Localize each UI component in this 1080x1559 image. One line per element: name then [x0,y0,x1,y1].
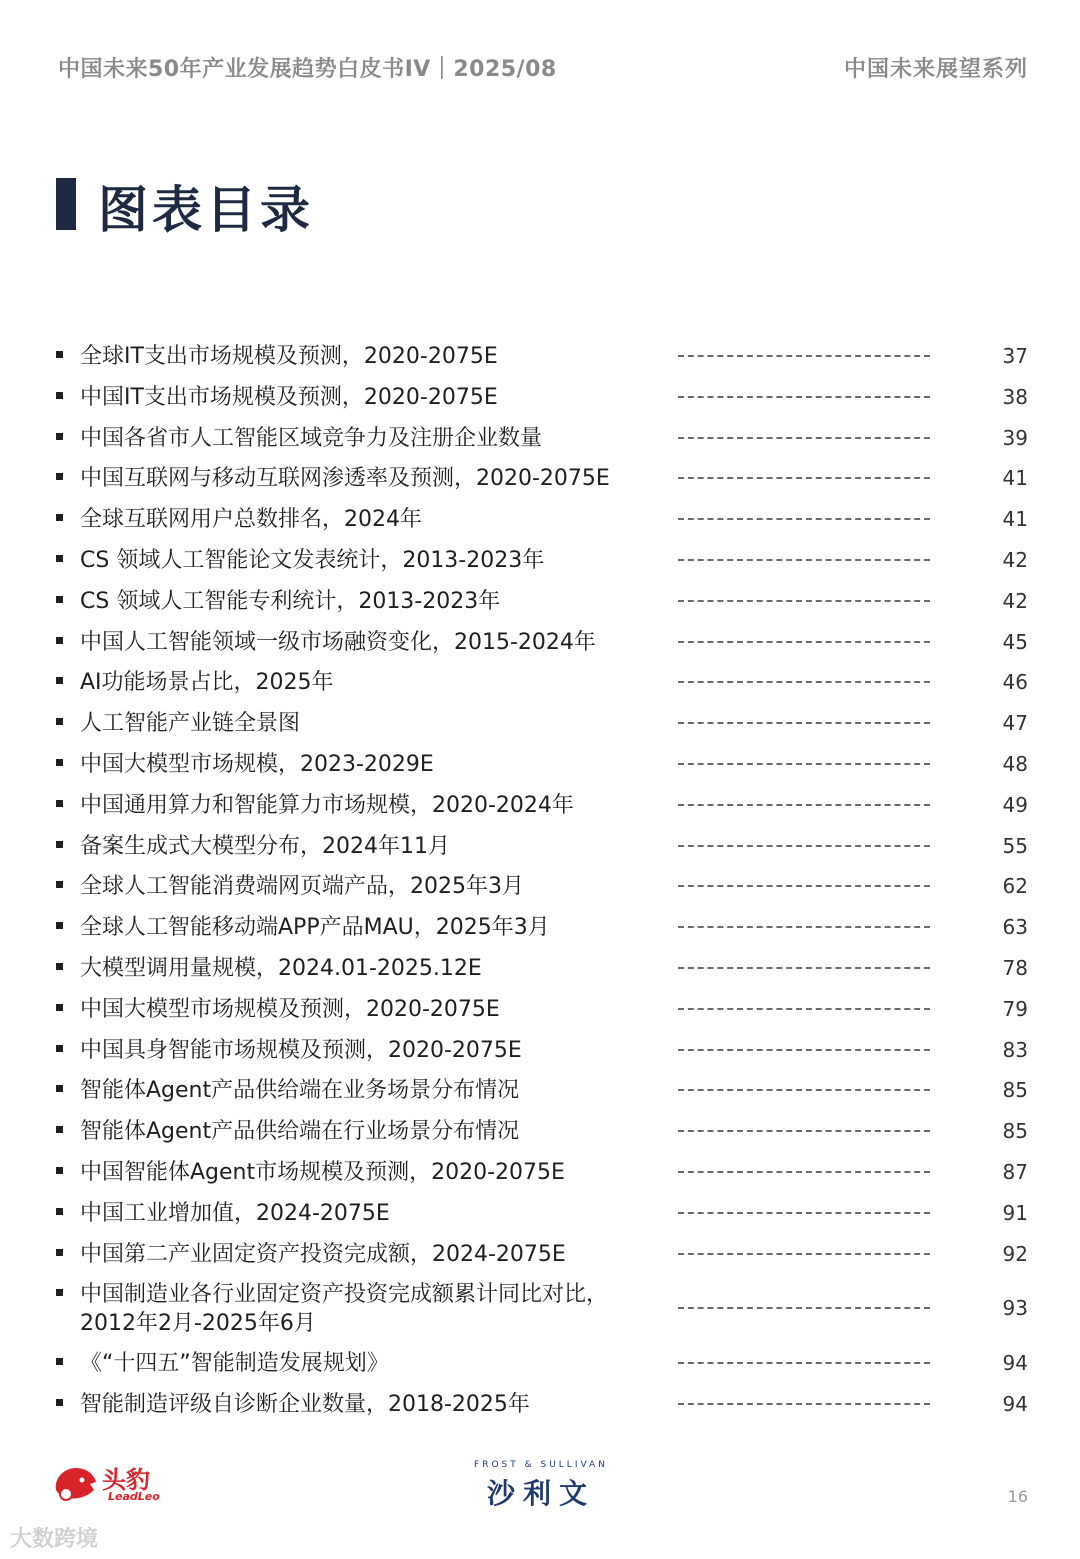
bullet-icon [56,433,63,440]
toc-item[interactable] [0,624,1080,665]
toc-item[interactable] [0,542,1080,583]
dot-leader [678,722,930,724]
leopard-icon [52,1460,100,1506]
page-title: 图表目录 [98,181,314,239]
toc-item-page: 92 [1002,1241,1028,1266]
toc-item-page: 93 [1002,1296,1028,1321]
toc-item-label: AI功能场景占比，2025年 [80,670,334,696]
bullet-icon [56,1249,63,1256]
toc-item-label: 中国第二产业固定资产投资完成额，2024-2075E [80,1241,566,1267]
toc-item[interactable] [0,991,1080,1032]
toc-item-page: 63 [1002,915,1028,940]
toc-item-page: 41 [1002,507,1028,532]
bullet-icon [56,841,63,848]
dot-leader [678,396,930,398]
fs-cn-text: 沙利文 [486,1477,595,1510]
toc-item-page: 94 [1002,1351,1028,1376]
toc-item-page: 45 [1002,629,1028,654]
bullet-icon [56,1289,63,1296]
toc-item[interactable] [0,1032,1080,1073]
toc-item-label: CS 领域人工智能专利统计，2013-2023年 [80,588,501,614]
toc-item[interactable] [0,1154,1080,1195]
toc-item-page: 49 [1002,792,1028,817]
dot-leader [678,804,930,806]
toc-item[interactable] [0,868,1080,909]
dot-leader [678,1049,930,1051]
toc-item-page: 42 [1002,547,1028,572]
toc-item[interactable] [0,828,1080,869]
toc-item-label: 智能体Agent产品供给端在行业场景分布情况 [80,1119,520,1145]
page-number: 16 [1007,1487,1028,1506]
bullet-icon [56,514,63,521]
toc-item-label: 全球人工智能移动端APP产品MAU，2025年3月 [80,915,550,941]
toc-item-page: 39 [1002,425,1028,450]
toc-item[interactable] [0,746,1080,787]
toc-item-label: 中国工业增加值，2024-2075E [80,1200,390,1226]
toc-item-label: 中国IT支出市场规模及预测，2020-2075E [80,384,498,410]
toc-item-page: 94 [1002,1392,1028,1417]
leadleo-cn-text: 头豹 [102,1466,150,1494]
bullet-icon [56,596,63,603]
dot-leader [678,681,930,683]
toc-item-label: 中国制造业各行业固定资产投资完成额累计同比对比，2012年2月-2025年6月 [80,1282,609,1337]
toc-item-label: 人工智能产业链全景图 [80,711,301,737]
dot-leader [678,926,930,928]
toc-item-label: CS 领域人工智能论文发表统计，2013-2023年 [80,547,545,573]
toc-item[interactable] [0,1345,1080,1386]
bullet-icon [56,351,63,358]
dot-leader [678,641,930,643]
dot-leader [678,1253,930,1255]
bullet-icon [56,473,63,480]
toc-item-label: 全球人工智能消费端网页端产品，2025年3月 [80,874,524,900]
fs-en-text: FROST & SULLIVAN [474,1460,608,1470]
bullet-icon [56,881,63,888]
toc-item[interactable] [0,950,1080,991]
toc-item[interactable] [0,1113,1080,1154]
bullet-icon [56,963,63,970]
toc-item-label: 全球IT支出市场规模及预测，2020-2075E [80,344,498,369]
dot-leader [678,885,930,887]
bullet-icon [56,1045,63,1052]
toc-item[interactable] [0,1072,1080,1113]
toc-item[interactable] [0,1276,1080,1345]
dot-leader [678,1212,930,1214]
toc-item-page: 37 [1002,344,1028,368]
toc-item-page: 42 [1002,588,1028,613]
toc-item-label: 智能体Agent产品供给端在业务场景分布情况 [80,1078,520,1104]
toc-item-page: 78 [1002,955,1028,980]
toc-item-page: 62 [1002,874,1028,899]
toc-item-page: 79 [1002,996,1028,1021]
dot-leader [678,600,930,602]
frost-sullivan-logo [466,1460,616,1510]
toc-item-page: 91 [1002,1200,1028,1225]
bullet-icon [56,1004,63,1011]
toc-item[interactable] [0,338,1080,379]
dot-leader [678,1130,930,1132]
bullet-icon [56,555,63,562]
toc-item-label: 大模型调用量规模，2024.01-2025.12E [80,955,482,981]
toc-item[interactable] [0,1236,1080,1277]
dot-leader [678,1362,930,1364]
dot-leader [678,845,930,847]
toc-item-page: 48 [1002,751,1028,776]
toc-item-label: 《“十四五”智能制造发展规划》 [80,1351,389,1377]
toc-item-page: 47 [1002,711,1028,736]
bullet-icon [56,800,63,807]
toc-item-page: 41 [1002,466,1028,491]
header-report-title: 中国未来50年产业发展趋势白皮书IV｜2025/08 [58,57,557,82]
bullet-icon [56,1085,63,1092]
toc-item-label: 中国大模型市场规模及预测，2020-2075E [80,996,500,1022]
toc-item-page: 38 [1002,384,1028,409]
dot-leader [678,437,930,439]
dot-leader [678,477,930,479]
bullet-icon [56,1399,63,1406]
dot-leader [678,1089,930,1091]
toc-item-page: 46 [1002,670,1028,695]
bullet-icon [56,759,63,766]
watermark: 大数跨境 [10,1527,99,1552]
toc-item-label: 智能制造评级自诊断企业数量，2018-2025年 [80,1392,530,1418]
toc-item[interactable] [0,787,1080,828]
toc-item-label: 中国大模型市场规模，2023-2029E [80,751,434,777]
bullet-icon [56,1208,63,1215]
leadleo-en-text: LeadLeo [108,1490,160,1503]
toc-item[interactable] [0,705,1080,746]
toc-item-page: 85 [1002,1119,1028,1144]
toc-item-label: 中国各省市人工智能区域竞争力及注册企业数量 [80,425,543,451]
bullet-icon [56,1167,63,1174]
toc-item[interactable] [0,420,1080,461]
toc-item[interactable] [0,909,1080,950]
leadleo-logo [52,1460,172,1506]
bullet-icon [56,718,63,725]
dot-leader [678,967,930,969]
bullet-icon [56,392,63,399]
bullet-icon [56,1358,63,1365]
header-series-name: 中国未来展望系列 [843,57,1028,82]
toc-item-label: 中国智能体Agent市场规模及预测，2020-2075E [80,1159,565,1185]
dot-leader [678,1171,930,1173]
toc-item-label: 中国通用算力和智能算力市场规模，2020-2024年 [80,792,574,818]
toc-list [0,338,1080,1427]
toc-item-label: 中国人工智能领域一级市场融资变化，2015-2024年 [80,629,596,655]
bullet-icon [56,637,63,644]
toc-item[interactable] [0,583,1080,624]
dot-leader [678,355,930,357]
dot-leader [678,1403,930,1405]
dot-leader [678,559,930,561]
toc-item[interactable] [0,1195,1080,1236]
toc-item[interactable] [0,1386,1080,1427]
toc-item-label: 备案生成式大模型分布，2024年11月 [80,833,450,859]
dot-leader [678,1008,930,1010]
toc-item-label: 中国具身智能市场规模及预测，2020-2075E [80,1037,522,1063]
dot-leader [678,1307,930,1309]
toc-item[interactable] [0,379,1080,420]
toc-item-label: 全球互联网用户总数排名，2024年 [80,507,422,533]
bullet-icon [56,677,63,684]
toc-item-page: 85 [1002,1078,1028,1103]
toc-item-page: 83 [1002,1037,1028,1062]
toc-item-label: 中国互联网与移动互联网渗透率及预测，2020-2075E [80,466,610,492]
toc-item[interactable] [0,501,1080,542]
toc-item[interactable] [0,460,1080,501]
dot-leader [678,518,930,520]
toc-item[interactable] [0,664,1080,705]
toc-item-page: 87 [1002,1159,1028,1184]
toc-item-page: 55 [1002,833,1028,858]
title-accent-bar [56,178,76,230]
bullet-icon [56,922,63,929]
bullet-icon [56,1126,63,1133]
dot-leader [678,763,930,765]
